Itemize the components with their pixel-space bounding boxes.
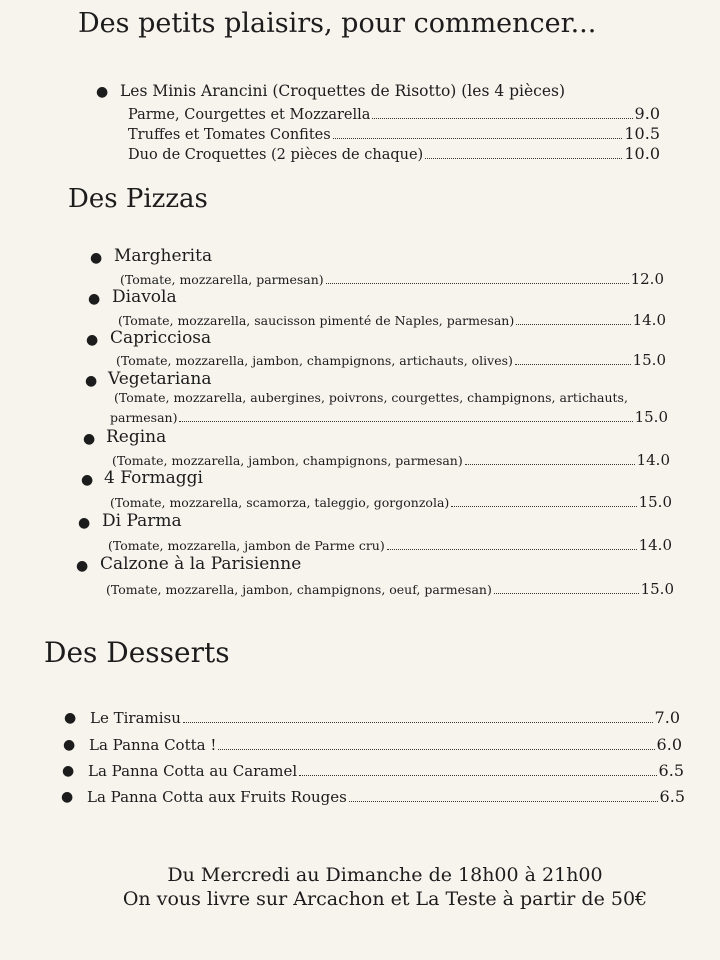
desserts-title: Des Desserts (44, 636, 230, 669)
starter-option (128, 124, 660, 143)
starter-option (128, 144, 660, 163)
pizza-ingredients: (Tomate, mozzarella, jambon, champignons, parmesan) (112, 453, 463, 468)
bullet: ● (62, 763, 75, 779)
leader-dots (326, 283, 629, 284)
leader-dots (425, 158, 622, 159)
pizza-detail (118, 311, 666, 329)
dessert-name: La Panna Cotta aux Fruits Rouges (87, 788, 347, 806)
pizza-price: 15.0 (632, 351, 666, 369)
leader-dots (465, 464, 635, 465)
dessert-item (87, 787, 685, 806)
starter-option-label: Parme, Courgettes et Mozzarella (128, 107, 371, 123)
pizza-ingredients: (Tomate, mozzarella, saucisson pimenté de Naples, parmesan) (118, 313, 515, 328)
leader-dots (218, 749, 654, 750)
pizza-price: 14.0 (636, 451, 670, 469)
pizza-detail (108, 536, 672, 554)
pizza-detail (110, 493, 672, 511)
dessert-item (89, 735, 682, 754)
pizza-name: Regina (106, 427, 167, 447)
pizza-price: 14.0 (632, 311, 666, 329)
starters-title: Des petits plaisirs, pour commencer... (78, 8, 597, 39)
pizza-name: Calzone à la Parisienne (100, 554, 302, 574)
pizza-ingredients: (Tomate, mozzarella, jambon, champignons, oeuf, parmesan) (106, 582, 492, 597)
dessert-price: 6.5 (658, 761, 684, 780)
delivery-info: On vous livre sur Arcachon et La Teste à partir de 50€ (122, 888, 648, 910)
bullet: ● (96, 84, 109, 100)
bullet: ● (90, 250, 103, 266)
leader-dots (299, 775, 656, 776)
bullet: ● (83, 431, 96, 447)
pizza-ingredients: (Tomate, mozzarella, aubergines, poivrons, courgettes, champignons, artichauts, (114, 390, 628, 405)
pizza-name: 4 Formaggi (104, 468, 203, 488)
pizza-detail (110, 408, 668, 426)
dessert-item (90, 708, 680, 727)
bullet: ● (85, 373, 98, 389)
bullet: ● (61, 789, 74, 805)
leader-dots (183, 722, 653, 723)
pizza-detail (116, 351, 666, 369)
pizza-name: Diavola (112, 287, 177, 307)
dessert-name: Le Tiramisu (90, 709, 181, 727)
bullet: ● (63, 737, 76, 753)
leader-dots (451, 506, 636, 507)
pizza-name: Capricciosa (110, 328, 212, 348)
bullet: ● (81, 472, 94, 488)
pizza-ingredients: (Tomate, mozzarella, parmesan) (120, 272, 324, 287)
dessert-name: La Panna Cotta au Caramel (88, 762, 298, 780)
leader-dots (179, 421, 632, 422)
pizza-detail (106, 580, 674, 598)
dessert-item (88, 761, 684, 780)
starter-option-price: 9.0 (634, 104, 660, 123)
starter-option-price: 10.0 (624, 144, 660, 163)
bullet: ● (88, 291, 101, 307)
leader-dots (494, 593, 639, 594)
dessert-price: 7.0 (654, 708, 680, 727)
bullet: ● (76, 558, 89, 574)
leader-dots (372, 118, 632, 119)
starter-option (128, 104, 660, 123)
dessert-price: 6.0 (656, 735, 682, 754)
pizza-ingredients: (Tomate, mozzarella, scamorza, taleggio, gorgonzola) (110, 495, 450, 510)
pizza-price: 15.0 (634, 408, 668, 426)
bullet: ● (86, 332, 99, 348)
leader-dots (387, 549, 637, 550)
pizza-price: 15.0 (640, 580, 674, 598)
bullet: ● (64, 710, 77, 726)
pizza-name: Margherita (114, 246, 213, 266)
dessert-name: La Panna Cotta ! (89, 736, 217, 754)
leader-dots (516, 324, 630, 325)
pizza-name: Di Parma (102, 511, 182, 531)
dessert-price: 6.5 (659, 787, 685, 806)
starter-option-label: Duo de Croquettes (2 pièces de chaque) (128, 147, 424, 163)
pizza-ingredients: (Tomate, mozzarella, jambon de Parme cru) (108, 538, 385, 553)
leader-dots (333, 138, 623, 139)
starter-option-label: Truffes et Tomates Confites (128, 127, 331, 143)
pizza-detail (112, 451, 670, 469)
arancini-name: Les Minis Arancini (Croquettes de Risotto) (les 4 pièces) (120, 82, 566, 100)
pizza-name: Vegetariana (108, 369, 212, 389)
leader-dots (349, 801, 658, 802)
pizza-price: 15.0 (638, 493, 672, 511)
pizza-price: 14.0 (638, 536, 672, 554)
pizza-detail (120, 270, 664, 288)
starter-option-price: 10.5 (624, 124, 660, 143)
bullet: ● (78, 515, 91, 531)
pizza-price: 12.0 (630, 270, 664, 288)
pizza-ingredients: (Tomate, mozzarella, jambon, champignons, artichauts, olives) (116, 353, 513, 368)
opening-hours: Du Mercredi au Dimanche de 18h00 à 21h00 (167, 864, 603, 886)
pizzas-title: Des Pizzas (68, 184, 208, 214)
pizza-ingredients-cont: parmesan) (110, 410, 178, 425)
leader-dots (515, 364, 631, 365)
